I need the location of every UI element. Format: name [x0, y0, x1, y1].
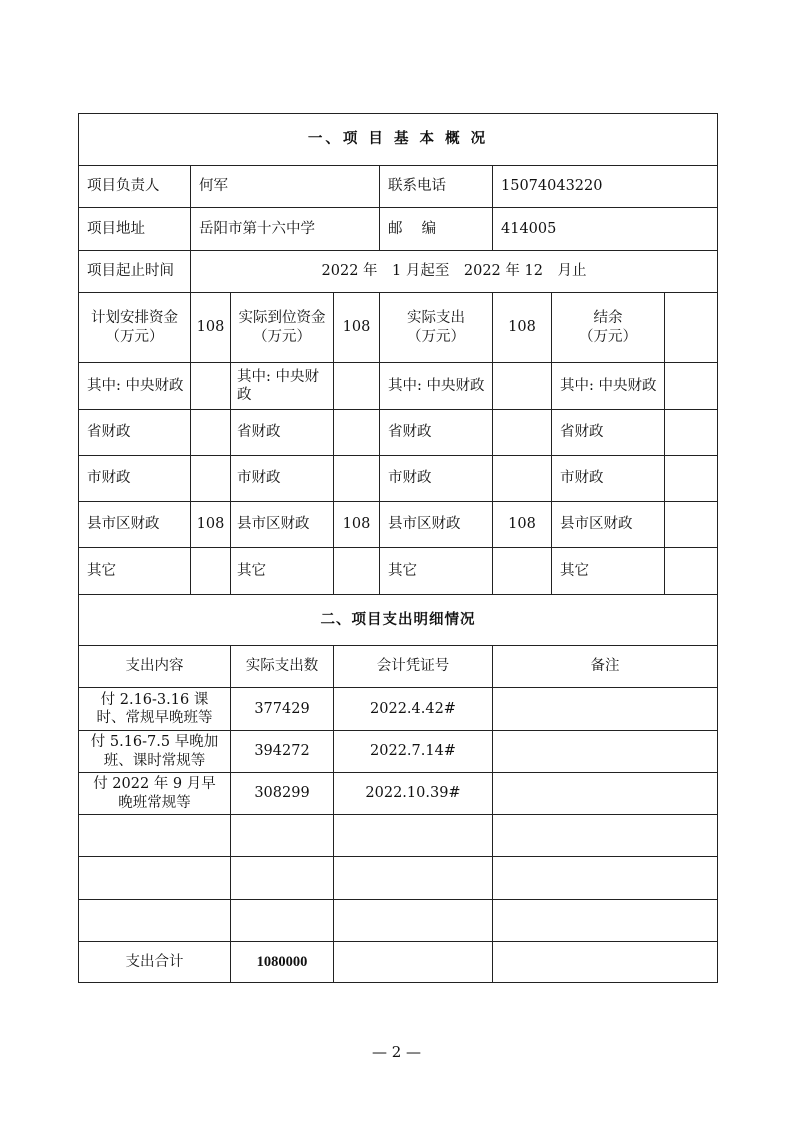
detail-row-6-note [493, 900, 717, 942]
other-value-1 [191, 548, 231, 595]
detail-row-4-note [493, 815, 717, 857]
county-label-3: 县市区财政 [380, 502, 493, 548]
balance-value [665, 293, 717, 363]
other-label-4: 其它 [552, 548, 665, 595]
municipal-value-4 [665, 456, 717, 502]
planned-funds-label: 计划安排资金 （万元） [79, 293, 191, 363]
county-value-4 [665, 502, 717, 548]
provincial-label-3: 省财政 [380, 410, 493, 456]
municipal-label-1: 市财政 [79, 456, 191, 502]
detail-row-1-amount: 377429 [231, 688, 334, 731]
detail-row-3-content: 付 2022 年 9 月早晚班常规等 [79, 773, 231, 815]
municipal-label-4: 市财政 [552, 456, 665, 502]
central-label-3: 其中: 中央财政 [380, 363, 493, 410]
page-number: — 2 — [371, 1043, 422, 1061]
col-header-note: 备注 [493, 646, 717, 688]
received-funds-label: 实际到位资金 （万元） [231, 293, 334, 363]
col-header-voucher: 会计凭证号 [334, 646, 493, 688]
detail-row-1-content: 付 2.16-3.16 课时、常规早晚班等 [79, 688, 231, 731]
county-label-1: 县市区财政 [79, 502, 191, 548]
municipal-label-2: 市财政 [231, 456, 334, 502]
detail-row-2-amount: 394272 [231, 731, 334, 773]
central-value-2 [334, 363, 380, 410]
other-label-2: 其它 [231, 548, 334, 595]
county-value-2: 108 [334, 502, 380, 548]
balance-label: 结余 （万元） [552, 293, 665, 363]
county-value-3: 108 [493, 502, 552, 548]
detail-row-4-content [79, 815, 231, 857]
detail-row-6-amount [231, 900, 334, 942]
detail-row-5-note [493, 857, 717, 900]
total-value: 1080000 [231, 942, 334, 982]
received-funds-value: 108 [334, 293, 380, 363]
zip-label: 邮 编 [380, 208, 493, 251]
zip-value: 414005 [493, 208, 717, 251]
total-voucher [334, 942, 493, 982]
central-label-1: 其中: 中央财政 [79, 363, 191, 410]
address-value: 岳阳市第十六中学 [191, 208, 380, 251]
central-value-4 [665, 363, 717, 410]
phone-value: 15074043220 [493, 166, 717, 208]
municipal-value-2 [334, 456, 380, 502]
provincial-label-4: 省财政 [552, 410, 665, 456]
detail-row-2-content: 付 5.16-7.5 早晚加班、课时常规等 [79, 731, 231, 773]
central-value-1 [191, 363, 231, 410]
address-label: 项目地址 [79, 208, 191, 251]
municipal-label-3: 市财政 [380, 456, 493, 502]
provincial-value-4 [665, 410, 717, 456]
detail-row-5-content [79, 857, 231, 900]
period-label: 项目起止时间 [79, 251, 191, 293]
detail-row-1-voucher: 2022.4.42# [334, 688, 493, 731]
detail-row-6-content [79, 900, 231, 942]
total-label: 支出合计 [79, 942, 231, 982]
other-label-3: 其它 [380, 548, 493, 595]
detail-row-5-amount [231, 857, 334, 900]
detail-row-3-amount: 308299 [231, 773, 334, 815]
detail-row-6-voucher [334, 900, 493, 942]
detail-row-2-voucher: 2022.7.14# [334, 731, 493, 773]
section2-title: 二、项目支出明细情况 [79, 595, 717, 646]
spent-funds-value: 108 [493, 293, 552, 363]
phone-label: 联系电话 [380, 166, 493, 208]
other-value-3 [493, 548, 552, 595]
col-header-amount: 实际支出数 [231, 646, 334, 688]
detail-row-3-voucher: 2022.10.39# [334, 773, 493, 815]
period-value: 2022 年 1 月起至 2022 年 12 月止 [191, 251, 717, 293]
county-value-1: 108 [191, 502, 231, 548]
leader-value: 何军 [191, 166, 380, 208]
county-label-4: 县市区财政 [552, 502, 665, 548]
detail-row-1-note [493, 688, 717, 731]
section1-title: 一、项 目 基 本 概 况 [79, 114, 717, 166]
detail-row-4-voucher [334, 815, 493, 857]
report-form [78, 113, 718, 983]
detail-row-4-amount [231, 815, 334, 857]
detail-row-3-note [493, 773, 717, 815]
municipal-value-3 [493, 456, 552, 502]
central-label-4: 其中: 中央财政 [552, 363, 665, 410]
planned-funds-value: 108 [191, 293, 231, 363]
detail-row-5-voucher [334, 857, 493, 900]
detail-row-2-note [493, 731, 717, 773]
provincial-label-2: 省财政 [231, 410, 334, 456]
provincial-label-1: 省财政 [79, 410, 191, 456]
other-value-2 [334, 548, 380, 595]
leader-label: 项目负责人 [79, 166, 191, 208]
central-label-2: 其中: 中央财政 [231, 363, 334, 410]
county-label-2: 县市区财政 [231, 502, 334, 548]
spent-funds-label: 实际支出 （万元） [380, 293, 493, 363]
provincial-value-1 [191, 410, 231, 456]
total-note [493, 942, 717, 982]
provincial-value-2 [334, 410, 380, 456]
provincial-value-3 [493, 410, 552, 456]
central-value-3 [493, 363, 552, 410]
col-header-content: 支出内容 [79, 646, 231, 688]
other-value-4 [665, 548, 717, 595]
municipal-value-1 [191, 456, 231, 502]
other-label-1: 其它 [79, 548, 191, 595]
